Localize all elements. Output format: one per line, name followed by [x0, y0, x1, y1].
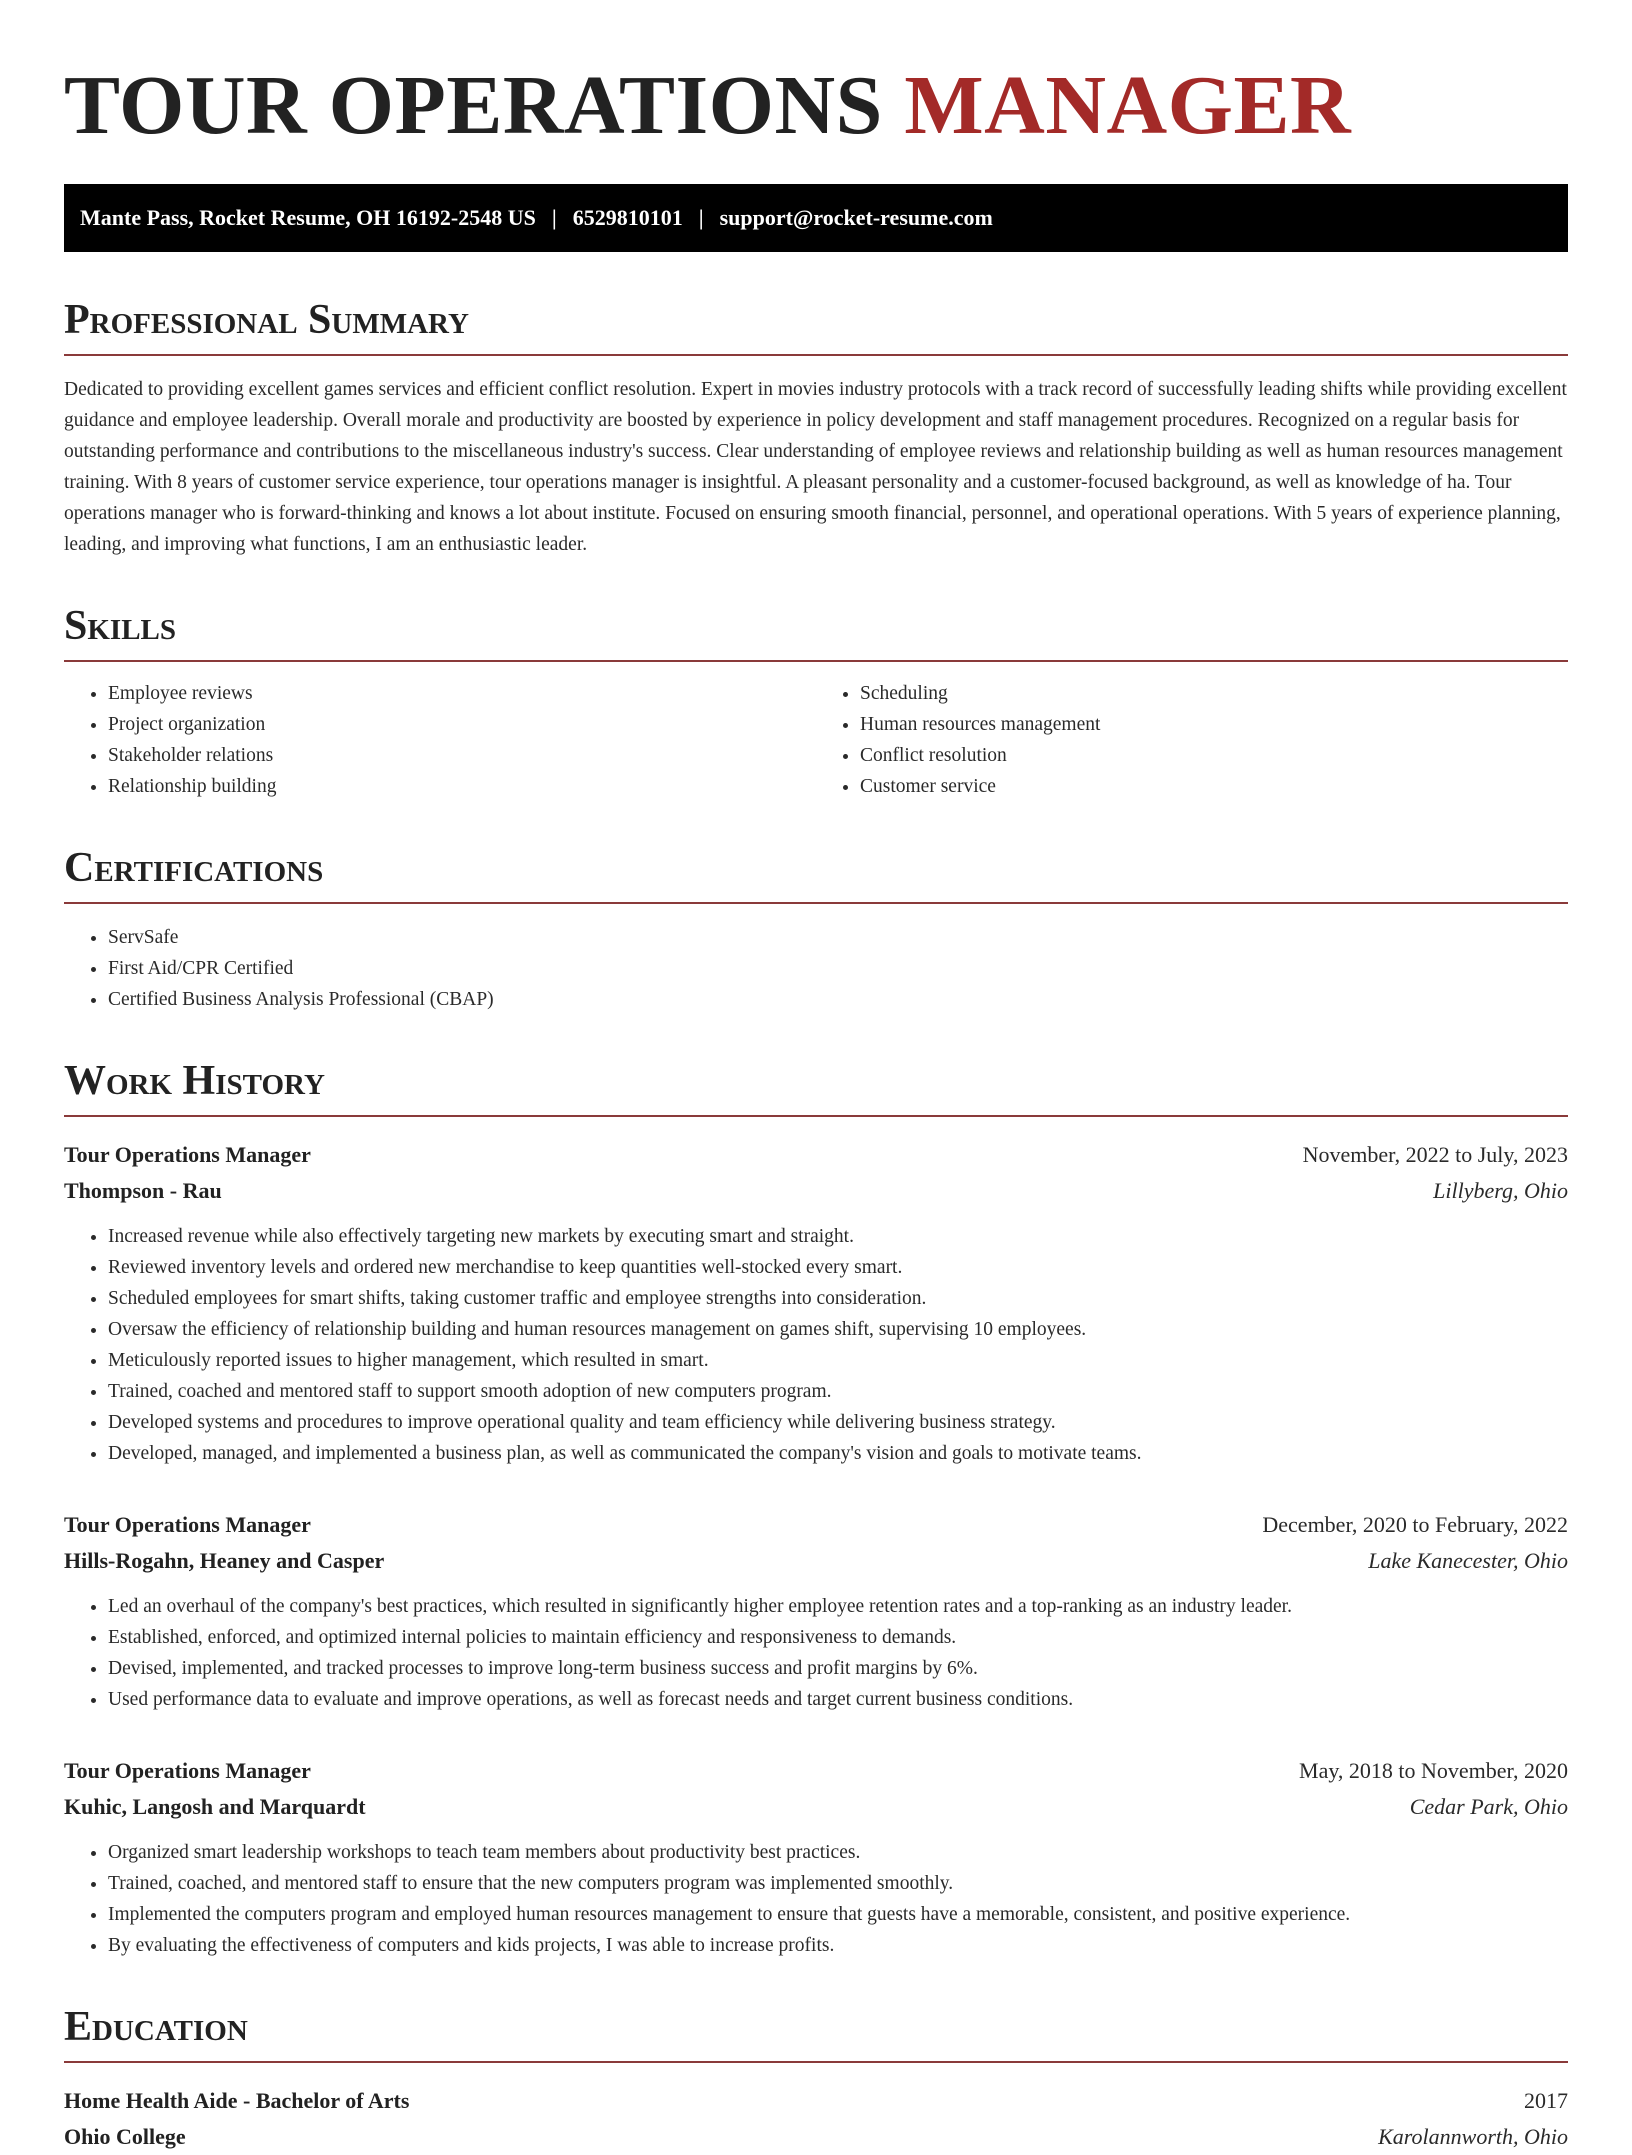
job-dates: December, 2020 to February, 2022: [1262, 1512, 1568, 1538]
job-bullet: • Oversaw the efficiency of relationship building and human resources management on games shift, supervising 10 employees.: [108, 1314, 1568, 1345]
skills-list-right: [816, 678, 1568, 802]
job-header-row: [64, 1137, 1568, 1173]
certification-item: • First Aid/CPR Certified: [108, 953, 1568, 984]
job-bullet: • Reviewed inventory levels and ordered new merchandise to keep quantities well-stocked every smart.: [108, 1252, 1568, 1283]
section-title-education: Education: [64, 2005, 1568, 2063]
name-primary: TOUR OPERATIONS: [64, 59, 905, 152]
job-title: Tour Operations Manager: [64, 1142, 311, 1168]
job-bullet: • Established, enforced, and optimized internal policies to maintain efficiency and responsiveness to demands.: [108, 1622, 1568, 1653]
education-school: Ohio College: [64, 2124, 186, 2150]
skills-grid: [64, 678, 1568, 802]
job-bullets: [64, 1591, 1568, 1715]
education-degree: Home Health Aide - Bachelor of Arts: [64, 2088, 410, 2114]
job-bullet: • Organized smart leadership workshops to teach team members about productivity best practices.: [108, 1837, 1568, 1868]
skills-section: [64, 604, 1568, 802]
section-title-work-history: Work History: [64, 1059, 1568, 1117]
job-company: Thompson - Rau: [64, 1178, 222, 1204]
summary-section: [64, 298, 1568, 560]
job-location: Lillyberg, Ohio: [1433, 1178, 1568, 1204]
certification-item: • ServSafe: [108, 922, 1568, 953]
skill-item: • Relationship building: [108, 771, 816, 802]
education-school-row: [64, 2119, 1568, 2155]
contact-separator: |: [551, 205, 557, 230]
contact-phone: 6529810101: [572, 205, 683, 230]
skill-item: • Employee reviews: [108, 678, 816, 709]
job-title: Tour Operations Manager: [64, 1512, 311, 1538]
contact-email: support@rocket-resume.com: [719, 205, 993, 230]
job-bullet: • By evaluating the effectiveness of computers and kids projects, I was able to increase profits.: [108, 1930, 1568, 1961]
contact-separator: |: [698, 205, 704, 230]
resume-name: [64, 59, 1568, 152]
job-company-row: [64, 1789, 1568, 1825]
job-location: Cedar Park, Ohio: [1409, 1794, 1568, 1820]
job-bullet: • Developed systems and procedures to improve operational quality and team efficiency while delivering business strategy.: [108, 1407, 1568, 1438]
job-bullet: • Trained, coached and mentored staff to support smooth adoption of new computers program.: [108, 1376, 1568, 1407]
job-header-row: [64, 1753, 1568, 1789]
job-title: Tour Operations Manager: [64, 1758, 311, 1784]
skill-item: • Conflict resolution: [860, 740, 1568, 771]
job-bullet: • Led an overhaul of the company's best practices, which resulted in significantly higher employee retention rates and a top-ranking as an industry leader.: [108, 1591, 1568, 1622]
skill-item: • Human resources management: [860, 709, 1568, 740]
job-bullet: • Trained, coached, and mentored staff to ensure that the new computers program was implemented smoothly.: [108, 1868, 1568, 1899]
job-bullet: • Developed, managed, and implemented a business plan, as well as communicated the company's vision and goals to motivate teams.: [108, 1438, 1568, 1469]
education-section: [64, 2005, 1568, 2155]
job-bullets: [64, 1221, 1568, 1469]
job-dates: May, 2018 to November, 2020: [1299, 1758, 1568, 1784]
job-header-row: [64, 1507, 1568, 1543]
job-company-row: [64, 1543, 1568, 1579]
education-entry: [64, 2083, 1568, 2155]
skill-item: • Stakeholder relations: [108, 740, 816, 771]
job-bullets: [64, 1837, 1568, 1961]
skill-item: • Customer service: [860, 771, 1568, 802]
summary-text: Dedicated to providing excellent games services and efficient conflict resolution. Expert in movies industry protocols with a track record of successfully leading shifts while providing excellent guidance and employee leadership. Overall morale and productivity are boosted by experience in policy development and staff management procedures. Recognized on a regular basis for outstanding performance and contributions to the miscellaneous industry's success. Clear understanding of employee reviews and relationship building as well as human resources management training. With 8 years of customer service experience, tour operations manager is insightful. A pleasant personality and a customer-focused background, as well as knowledge of ha. Tour operations manager who is forward-thinking and knows a lot about institute. Focused on ensuring smooth financial, personnel, and operational operations. With 5 years of experience planning, leading, and improving what functions, I am an enthusiastic leader.: [64, 379, 1567, 556]
education-year: 2017: [1524, 2088, 1568, 2114]
section-title-summary: Professional Summary: [64, 298, 1568, 356]
section-title-certifications: Certifications: [64, 846, 1568, 904]
education-location: Karolannworth, Ohio: [1378, 2124, 1568, 2150]
skill-item: • Scheduling: [860, 678, 1568, 709]
contact-bar: [64, 184, 1568, 252]
job-bullet: • Increased revenue while also effectively targeting new markets by executing smart and straight.: [108, 1221, 1568, 1252]
job-bullet: • Implemented the computers program and employed human resources management to ensure that guests have a memorable, consistent, and positive experience.: [108, 1899, 1568, 1930]
job-entry: [64, 1753, 1568, 1961]
skills-list-left: [64, 678, 816, 802]
section-title-skills: Skills: [64, 604, 1568, 662]
skill-item: • Project organization: [108, 709, 816, 740]
work-history-section: [64, 1059, 1568, 1961]
job-company: Kuhic, Langosh and Marquardt: [64, 1794, 366, 1820]
job-company-row: [64, 1173, 1568, 1209]
job-company: Hills-Rogahn, Heaney and Casper: [64, 1548, 385, 1574]
job-dates: November, 2022 to July, 2023: [1302, 1142, 1568, 1168]
certification-item: • Certified Business Analysis Professional (CBAP): [108, 984, 1568, 1015]
job-bullet: • Used performance data to evaluate and improve operations, as well as forecast needs and target current business conditions.: [108, 1684, 1568, 1715]
job-entry: [64, 1507, 1568, 1715]
certifications-list: [64, 922, 1568, 1015]
name-accent: MANAGER: [904, 59, 1352, 152]
job-bullet: • Scheduled employees for smart shifts, taking customer traffic and employee strengths into consideration.: [108, 1283, 1568, 1314]
job-entry: [64, 1137, 1568, 1469]
education-header-row: [64, 2083, 1568, 2119]
contact-address: Mante Pass, Rocket Resume, OH 16192-2548 US: [80, 205, 536, 230]
certifications-section: [64, 846, 1568, 1015]
job-bullet: • Meticulously reported issues to higher management, which resulted in smart.: [108, 1345, 1568, 1376]
job-bullet: • Devised, implemented, and tracked processes to improve long-term business success and profit margins by 6%.: [108, 1653, 1568, 1684]
job-location: Lake Kanecester, Ohio: [1368, 1548, 1568, 1574]
